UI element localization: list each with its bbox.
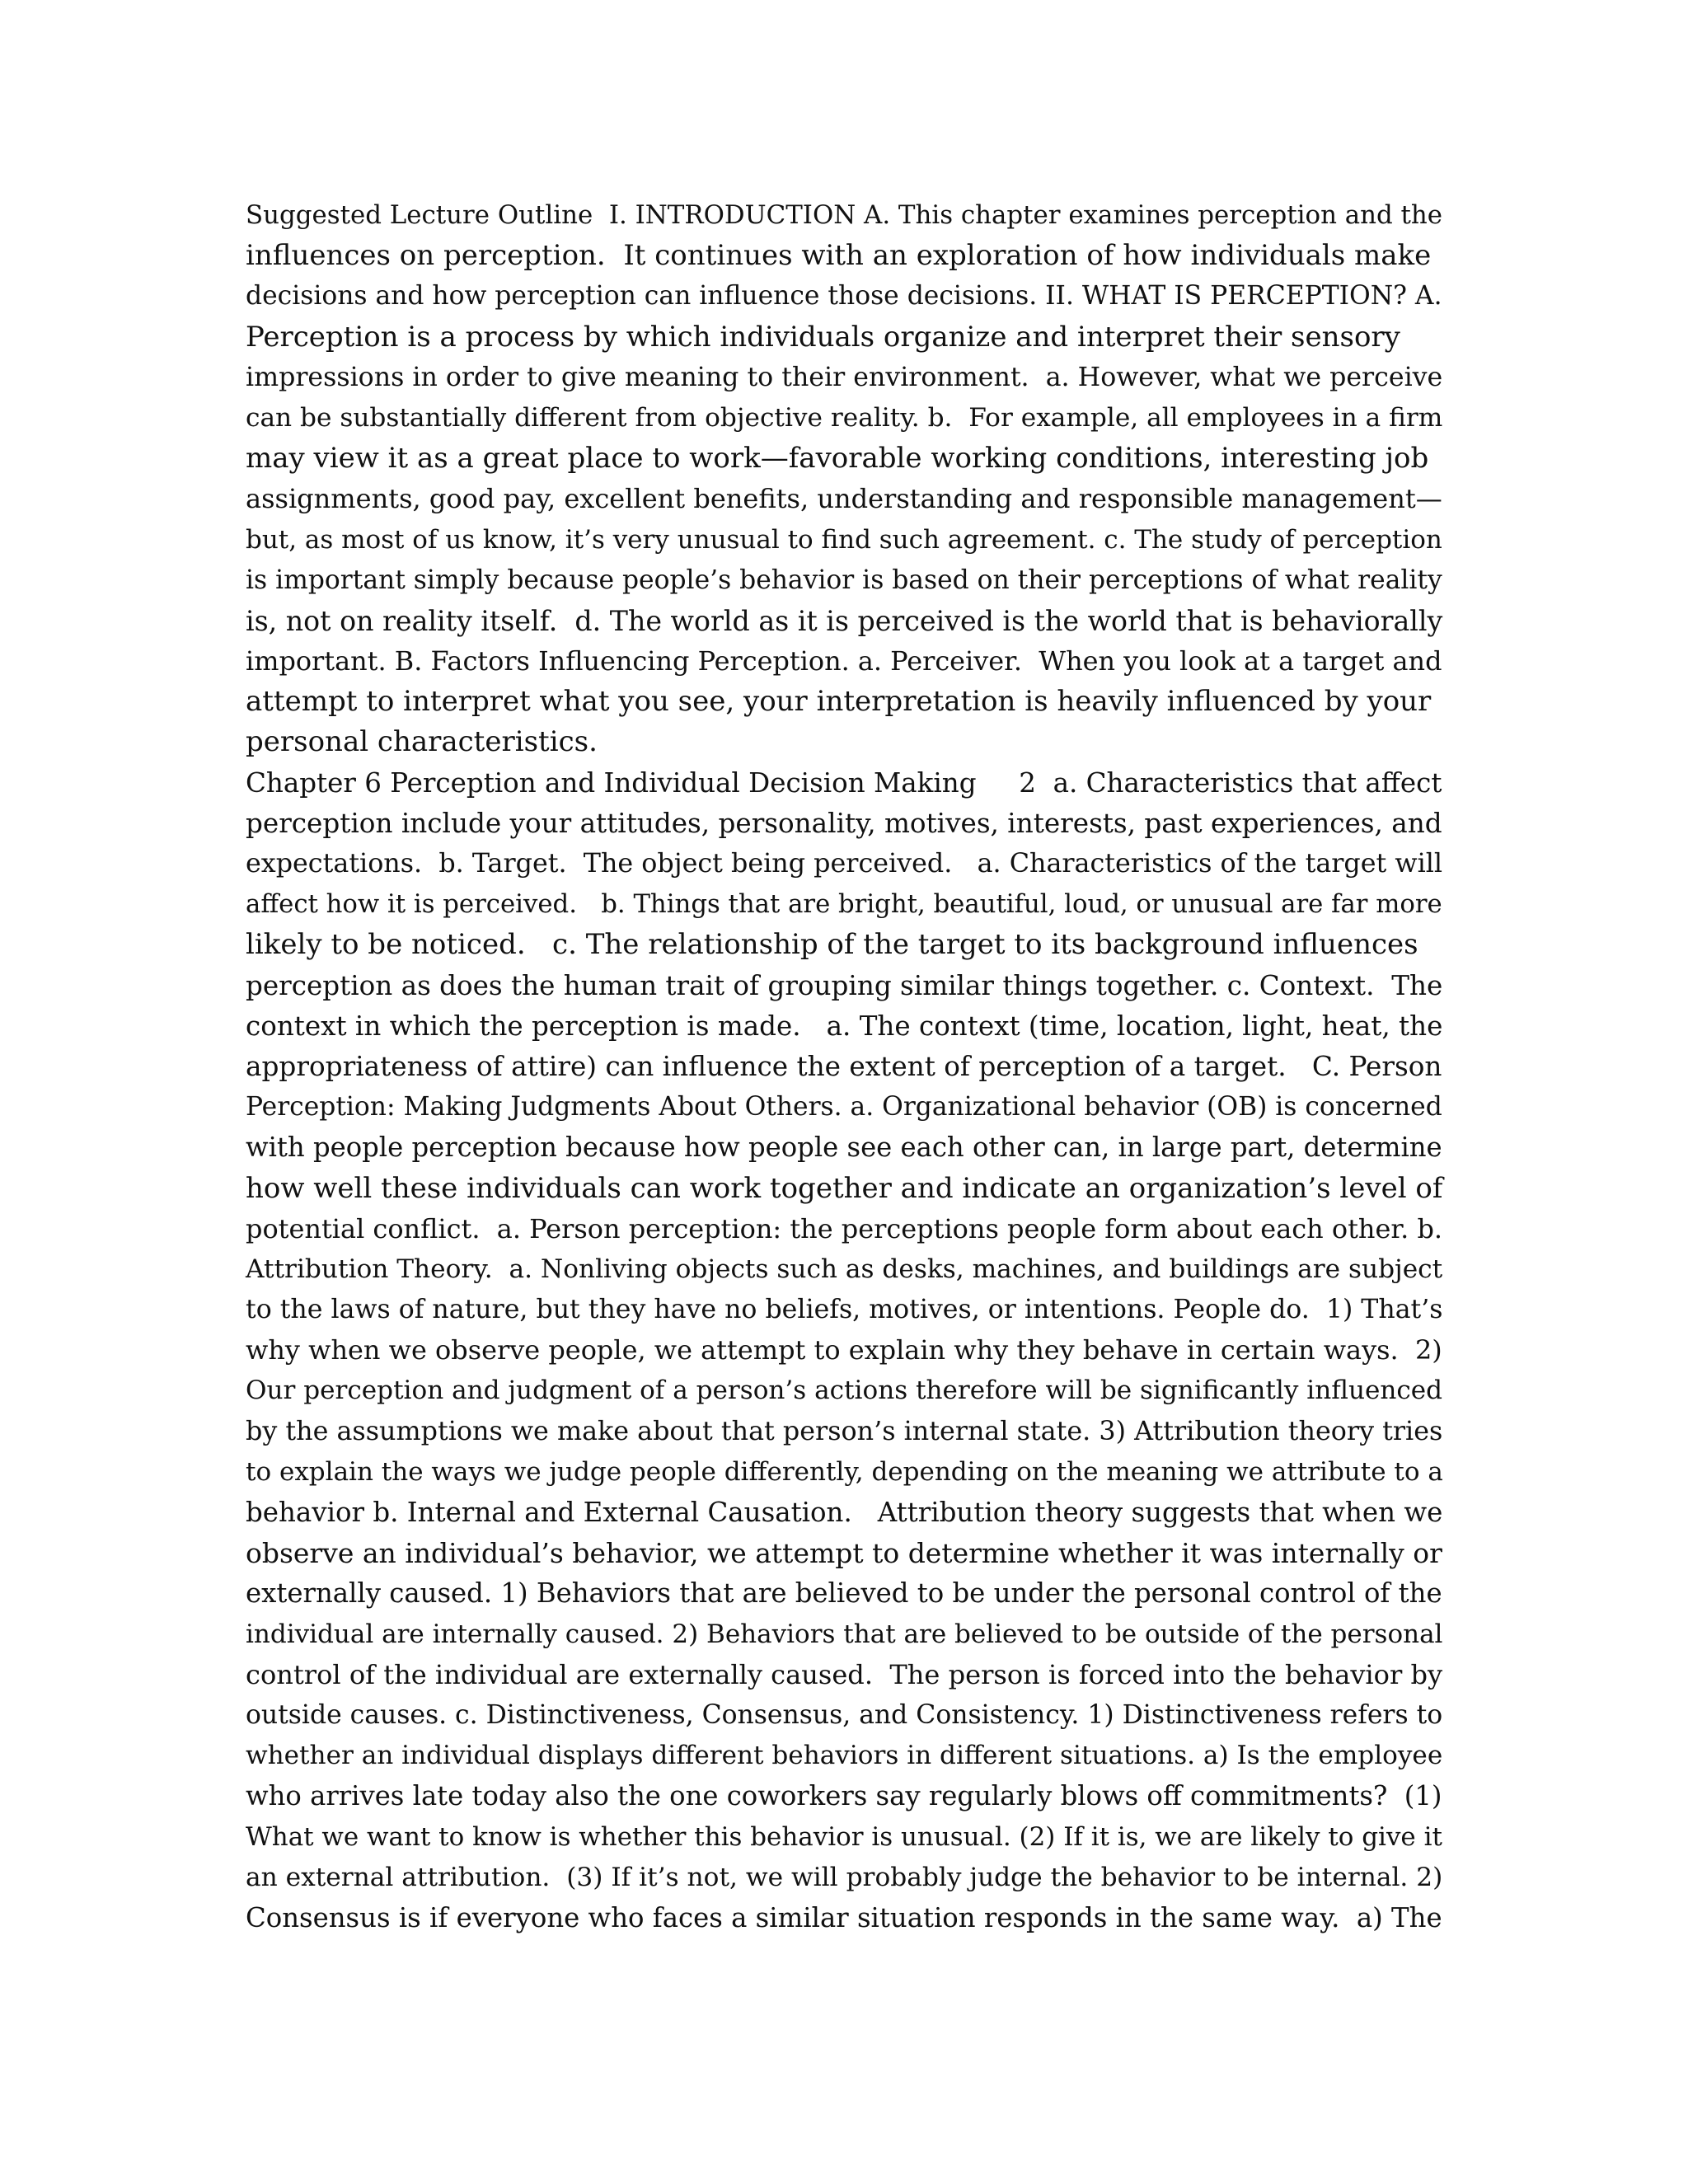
- text-line: perception as does the human trait of grouping similar things together. c. Context. The: [246, 969, 1443, 1001]
- text-line: important. B. Factors Influencing Perception. a. Perceiver. When you look at a target and: [246, 645, 1442, 677]
- text-line: Suggested Lecture Outline I. INTRODUCTION A. This chapter examines perception and the: [246, 200, 1443, 230]
- text-line: may view it as a great place to work—favorable working conditions, interesting job: [246, 442, 1429, 476]
- text-line: with people perception because how people see each other can, in large part, determine: [246, 1132, 1442, 1164]
- text-line: personal characteristics.: [246, 725, 598, 759]
- text-line: likely to be noticed. c. The relationship of the target to its background influences: [246, 928, 1418, 962]
- text-line: impressions in order to give meaning to their environment. a. However, what we perceive: [246, 362, 1443, 392]
- text-line: Our perception and judgment of a person’s actions therefore will be significantly influenced: [246, 1376, 1443, 1406]
- text-line: an external attribution. (3) If it’s not, we will probably judge the behavior to be internal. 2): [246, 1862, 1443, 1892]
- text-line: to the laws of nature, but they have no beliefs, motives, or intentions. People do. 1) That’s: [246, 1295, 1443, 1325]
- text-line: What we want to know is whether this behavior is unusual. (2) If it is, we are likely to give it: [246, 1821, 1442, 1852]
- text-line: externally caused. 1) Behaviors that are believed to be under the personal control of the: [246, 1577, 1442, 1610]
- text-line: outside causes. c. Distinctiveness, Consensus, and Consistency. 1) Distinctiveness refers to: [246, 1699, 1443, 1730]
- text-line: assignments, good pay, excellent benefits, understanding and responsible management—: [246, 483, 1442, 515]
- lecture-outline-text: [246, 195, 1449, 1938]
- text-line: influences on perception. It continues with an exploration of how individuals make: [246, 239, 1432, 273]
- text-line: observe an individual’s behavior, we attempt to determine whether it was internally or: [246, 1537, 1442, 1570]
- text-line: Consensus is if everyone who faces a similar situation responds in the same way. a) The: [246, 1901, 1442, 1933]
- text-line: but, as most of us know, it’s very unusual to find such agreement. c. The study of perception: [246, 524, 1442, 555]
- text-line: expectations. b. Target. The object being perceived. a. Characteristics of the target will: [246, 849, 1443, 879]
- text-line: decisions and how perception can influence those decisions. II. WHAT IS PERCEPTION? A.: [246, 281, 1442, 312]
- text-line: Attribution Theory. a. Nonliving objects such as desks, machines, and buildings are subject: [246, 1254, 1443, 1284]
- text-line: attempt to interpret what you see, your interpretation is heavily influenced by your: [246, 685, 1432, 719]
- text-line: is, not on reality itself. d. The world as it is perceived is the world that is behaviorally: [246, 604, 1443, 637]
- text-line: control of the individual are externally caused. The person is forced into the behavior by: [246, 1658, 1443, 1690]
- text-line: Chapter 6 Perception and Individual Decision Making 2 a. Characteristics that affect: [246, 766, 1442, 799]
- text-line: Perception: Making Judgments About Others. a. Organizational behavior (OB) is concerned: [246, 1092, 1442, 1122]
- text-line: is important simply because people’s behavior is based on their perceptions of what reality: [246, 565, 1442, 595]
- text-line: by the assumptions we make about that person’s internal state. 3) Attribution theory tries: [246, 1416, 1443, 1446]
- text-line: how well these individuals can work together and indicate an organization’s level of: [246, 1171, 1443, 1205]
- text-line: why when we observe people, we attempt to explain why they behave in certain ways. 2): [246, 1334, 1442, 1366]
- text-line: who arrives late today also the one coworkers say regularly blows off commitments? (1): [246, 1780, 1442, 1812]
- text-line: potential conflict. a. Person perception: the perceptions people form about each other. b.: [246, 1212, 1443, 1244]
- text-line: behavior b. Internal and External Causation. Attribution theory suggests that when we: [246, 1497, 1443, 1528]
- text-line: can be substantially different from objective reality. b. For example, all employees in a firm: [246, 402, 1443, 433]
- text-line: Perception is a process by which individuals organize and interpret their sensory: [246, 320, 1400, 354]
- text-line: context in which the perception is made. a. The context (time, location, light, heat, the: [246, 1010, 1443, 1042]
- text-line: perception include your attitudes, personality, motives, interests, past experiences, and: [246, 807, 1442, 839]
- text-line: affect how it is perceived. b. Things that are bright, beautiful, loud, or unusual are far more: [246, 889, 1442, 920]
- text-line: appropriateness of attire) can influence the extent of perception of a target. C. Person: [246, 1050, 1442, 1082]
- text-line: individual are internally caused. 2) Behaviors that are believed to be outside of the personal: [246, 1619, 1443, 1649]
- text-line: whether an individual displays different behaviors in different situations. a) Is the employee: [246, 1741, 1443, 1771]
- text-line: to explain the ways we judge people differently, depending on the meaning we attribute to a: [246, 1456, 1443, 1487]
